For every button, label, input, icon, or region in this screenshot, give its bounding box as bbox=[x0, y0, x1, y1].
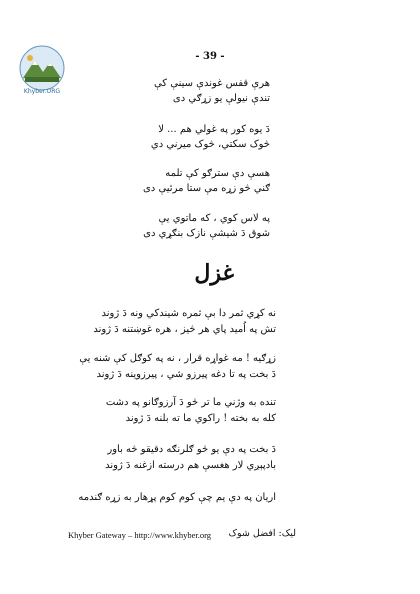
poem-line: دَ يوه کور په غولي هم ... لا bbox=[158, 124, 270, 135]
poem-line: څوک سکتي، څوک ميرني دي bbox=[150, 139, 270, 150]
poem-line: تندې نيولې يو زړګي دی bbox=[172, 93, 270, 104]
poem-line: نه کړي ثمر دا بې ثمره شيندکي ونه دَ ژوند bbox=[101, 308, 276, 319]
poem2-stanza-2 bbox=[79, 351, 276, 383]
poem-line: بادپېږي لار هغسې هم درسته ازغنه دَ ژوند bbox=[105, 460, 276, 471]
logo-caption: Khyber.ORG bbox=[23, 88, 61, 95]
poem-line: تش په اُميد پاي هر څيز ، هره غوښتنه دَ ژوند bbox=[93, 324, 276, 335]
poem-line: هسې دې سترګو کې تلمه bbox=[165, 168, 270, 179]
poem2-stanza-5 bbox=[78, 490, 276, 506]
poem-line: په لاس کوي ، که ماتوي يې bbox=[158, 213, 270, 224]
footer-source: Khyber Gateway – http://www.khyber.org bbox=[68, 530, 212, 540]
poem-line: تنده به وژني ما تر څو دَ آرزوګانو په دشت bbox=[105, 397, 276, 408]
poem-line: دَ بخت په دې يو څو ګلرنګه دقيقو څه باور bbox=[107, 444, 276, 455]
poem-line: کله به بخته ! راکوي ما ته بلنه دَ ژوند bbox=[125, 413, 276, 424]
poem1-stanza-1 bbox=[154, 76, 270, 106]
poem-line: ګني څو زړه مې ستا مرئيې دی bbox=[142, 183, 270, 194]
poem-line: هرې قفس غوندې سينې کې bbox=[153, 78, 270, 89]
ghazal-heading: غزل bbox=[194, 260, 234, 286]
page-number: - 39 - bbox=[195, 51, 225, 62]
poem1-stanza-2 bbox=[151, 122, 270, 152]
poem-line: شوق دَ شيشې نازک بنګړي دی bbox=[143, 228, 270, 239]
footer-author: ليک: افضل شوک bbox=[228, 528, 296, 539]
poem1-stanza-4 bbox=[143, 211, 270, 241]
poem2-stanza-4 bbox=[105, 442, 276, 474]
poem2-stanza-3 bbox=[106, 395, 276, 427]
poem-line: زړګيه ! مه غواړه قرار ، نه په کوګل کې شنه يې bbox=[79, 353, 276, 364]
poem2-stanza-1 bbox=[93, 306, 276, 338]
poem1-stanza-3 bbox=[143, 166, 270, 196]
poem-line: دَ بخت په تا دغه پيرزو شي ، پيرزوينه دَ ژوند bbox=[96, 369, 276, 380]
poem-line: اريان په دې يم چې کوم کوم پړهار به زړه ګندمه bbox=[78, 492, 276, 503]
